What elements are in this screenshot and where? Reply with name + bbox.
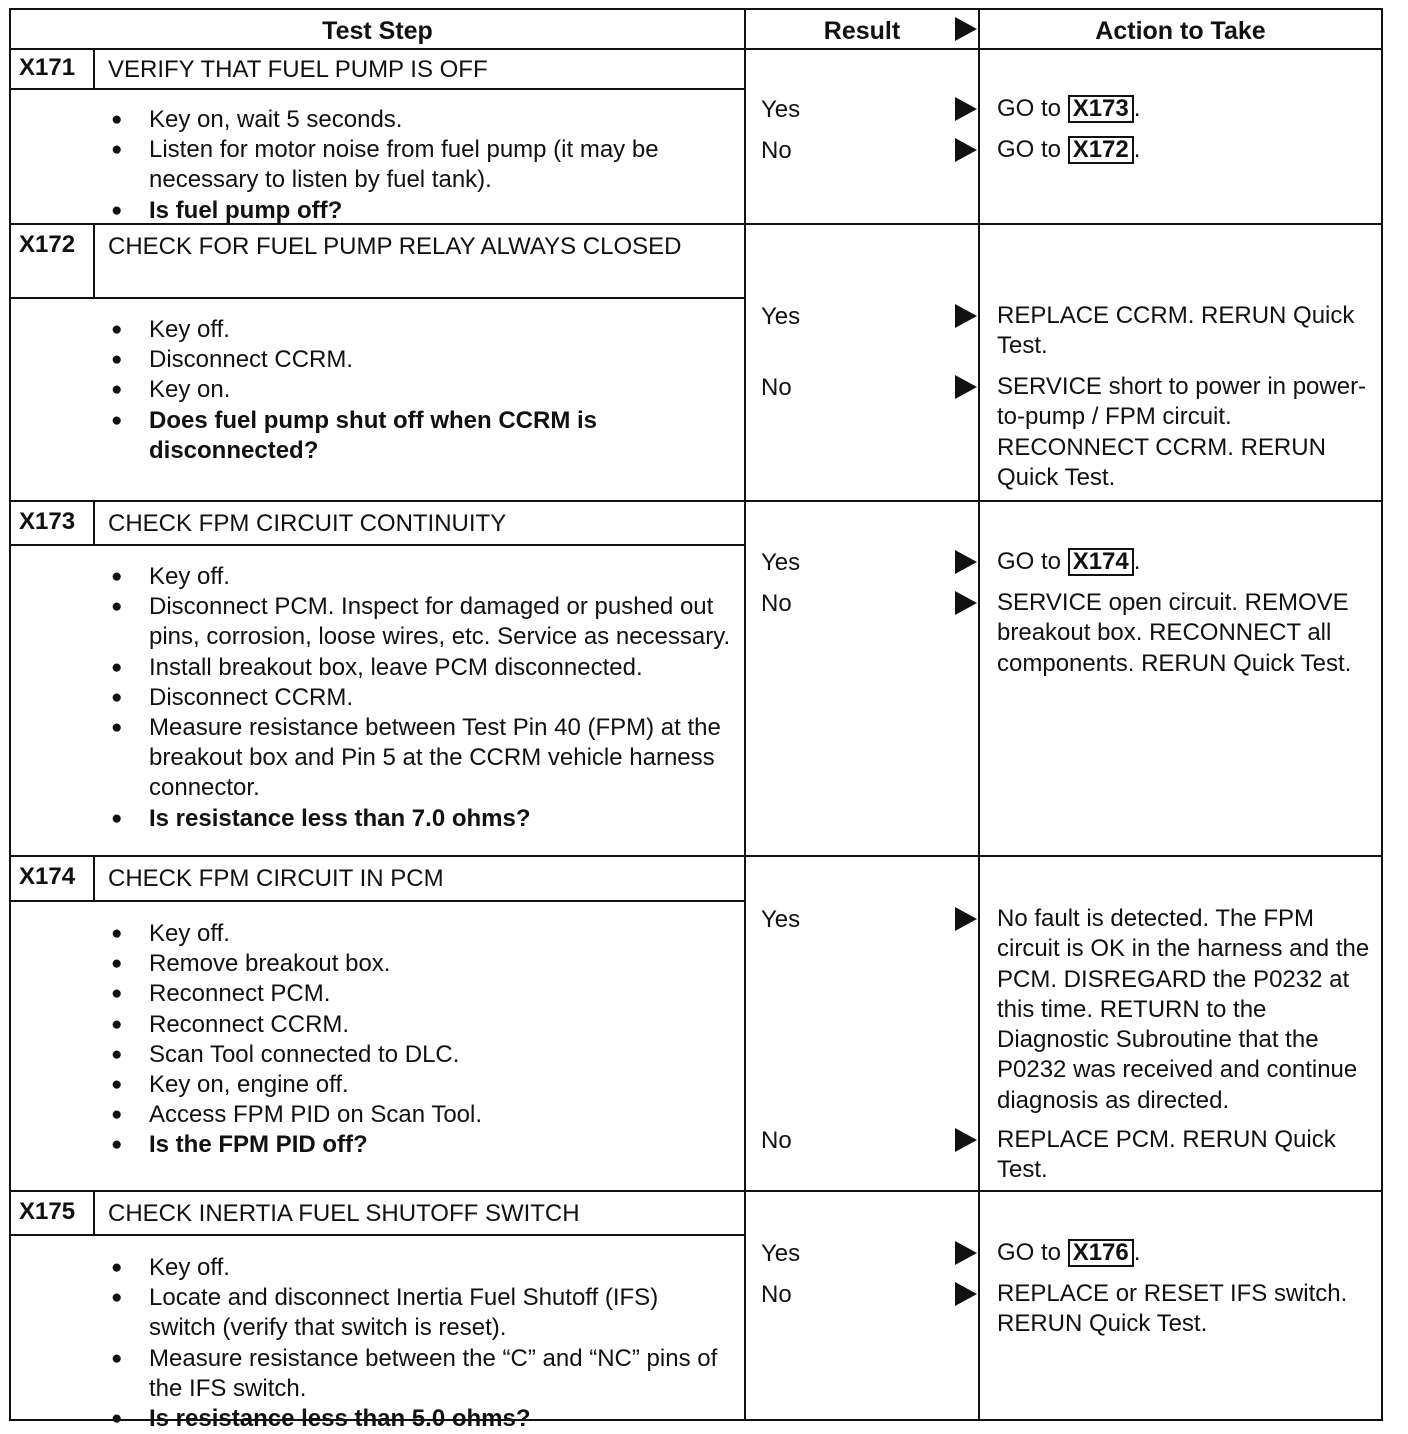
step-id: X174 [11, 857, 95, 900]
arrow-icon [955, 1241, 977, 1265]
step-reference-link[interactable]: X176 [1068, 1239, 1134, 1267]
test-step-x175 [11, 1190, 1381, 1433]
test-step-x173 [11, 500, 1381, 855]
step-question: ● Is the FPM PID off? [111, 1130, 731, 1160]
header-result: Result [823, 17, 901, 45]
step-instructions [111, 1253, 731, 1434]
step-title-row [11, 48, 746, 90]
instruction-item: ● Key on. [111, 375, 731, 405]
step-reference-link[interactable]: X174 [1068, 548, 1134, 576]
step-instructions [111, 315, 731, 466]
result-no: No [761, 137, 792, 164]
arrow-icon [955, 375, 977, 399]
action-yes: GO to X176 . [997, 1239, 1141, 1266]
instruction-item: ● Key off. [111, 562, 731, 592]
step-title: CHECK FOR FUEL PUMP RELAY ALWAYS CLOSED [108, 233, 682, 260]
action-yes: GO to X173 . [997, 95, 1141, 122]
arrow-icon [955, 1128, 977, 1152]
step-question: ● Does fuel pump shut off when CCRM is disconnected? [111, 406, 731, 466]
step-title-row [11, 225, 746, 299]
step-id: X173 [11, 502, 95, 544]
result-yes: Yes [761, 1240, 801, 1267]
step-id: X175 [11, 1192, 95, 1234]
action-yes: GO to X174 . [997, 548, 1141, 575]
step-title-row [11, 502, 746, 546]
action-no: REPLACE PCM. RERUN Quick Test. [997, 1126, 1336, 1184]
step-title: CHECK FPM CIRCUIT IN PCM [108, 865, 444, 892]
header-arrow-icon [955, 17, 977, 41]
step-question: ● Is fuel pump off? [111, 196, 731, 226]
action-yes: REPLACE CCRM. RERUN Quick Test. [997, 302, 1355, 360]
table-header [11, 10, 1381, 50]
test-step-x174 [11, 855, 1381, 1190]
instruction-item: ● Disconnect CCRM. [111, 345, 731, 375]
test-step-x172 [11, 223, 1381, 500]
instruction-item: ● Key off. [111, 315, 731, 345]
instruction-item: ● Reconnect PCM. [111, 979, 731, 1009]
arrow-icon [955, 1282, 977, 1306]
result-no: No [761, 1281, 792, 1308]
step-reference-link[interactable]: X172 [1068, 136, 1134, 164]
arrow-icon [955, 138, 977, 162]
instruction-item: ● Access FPM PID on Scan Tool. [111, 1100, 731, 1130]
instruction-item: ● Locate and disconnect Inertia Fuel Shutoff (IFS) switch (verify that switch is reset). [111, 1283, 731, 1343]
result-yes: Yes [761, 906, 801, 933]
result-no: No [761, 590, 792, 617]
step-id: X172 [11, 225, 95, 297]
instruction-item: ● Disconnect CCRM. [111, 683, 731, 713]
step-title: CHECK INERTIA FUEL SHUTOFF SWITCH [108, 1200, 580, 1227]
step-instructions [111, 562, 731, 834]
arrow-icon [955, 550, 977, 574]
result-no: No [761, 1127, 792, 1154]
diagnostic-table [9, 8, 1383, 1433]
action-no: SERVICE short to power in power-to-pump / FPM circuit. RECONNECT CCRM. RERUN Quick Test. [997, 373, 1367, 491]
step-question: ● Is resistance less than 5.0 ohms? [111, 1404, 731, 1434]
step-instructions [111, 105, 731, 226]
result-yes: Yes [761, 303, 801, 330]
result-yes: Yes [761, 549, 801, 576]
arrow-icon [955, 907, 977, 931]
arrow-icon [955, 591, 977, 615]
instruction-item: ● Key on, wait 5 seconds. [111, 105, 731, 135]
instruction-item: ● Key off. [111, 919, 731, 949]
step-question: ● Is resistance less than 7.0 ohms? [111, 804, 731, 834]
arrow-icon [955, 304, 977, 328]
instruction-item: ● Measure resistance between the “C” and “NC” pins of the IFS switch. [111, 1344, 731, 1404]
instruction-item: ● Remove breakout box. [111, 949, 731, 979]
action-no: GO to X172 . [997, 136, 1141, 163]
step-instructions [111, 919, 731, 1161]
step-title-row [11, 857, 746, 902]
result-yes: Yes [761, 96, 801, 123]
step-title-row [11, 1192, 746, 1236]
instruction-item: ● Listen for motor noise from fuel pump (it may be necessary to listen by fuel tank). [111, 135, 731, 195]
step-reference-link[interactable]: X173 [1068, 95, 1134, 123]
instruction-item: ● Key off. [111, 1253, 731, 1283]
header-test-step: Test Step [322, 17, 433, 45]
action-yes: No fault is detected. The FPM circuit is OK in the harness and the PCM. DISREGARD the P0232 at this time. RETURN to the Diagnostic Subroutine that the P0232 was received and continue diagnosis as directed. [997, 905, 1370, 1114]
instruction-item: ● Key on, engine off. [111, 1070, 731, 1100]
instruction-item: ● Scan Tool connected to DLC. [111, 1040, 731, 1070]
instruction-item: ● Reconnect CCRM. [111, 1010, 731, 1040]
instruction-item: ● Disconnect PCM. Inspect for damaged or pushed out pins, corrosion, loose wires, etc. Service as necessary. [111, 592, 731, 652]
instruction-item: ● Measure resistance between Test Pin 40 (FPM) at the breakout box and Pin 5 at the CCRM vehicle harness connector. [111, 713, 731, 804]
step-id: X171 [11, 48, 95, 88]
result-no: No [761, 374, 792, 401]
test-step-x171 [11, 48, 1381, 223]
action-no: REPLACE or RESET IFS switch. RERUN Quick Test. [997, 1280, 1348, 1338]
step-title: VERIFY THAT FUEL PUMP IS OFF [108, 56, 488, 83]
action-no: SERVICE open circuit. REMOVE breakout box. RECONNECT all components. RERUN Quick Test. [997, 589, 1352, 677]
instruction-item: ● Install breakout box, leave PCM disconnected. [111, 653, 731, 683]
arrow-icon [955, 97, 977, 121]
header-action: Action to Take [1095, 17, 1266, 45]
step-title: CHECK FPM CIRCUIT CONTINUITY [108, 510, 507, 537]
